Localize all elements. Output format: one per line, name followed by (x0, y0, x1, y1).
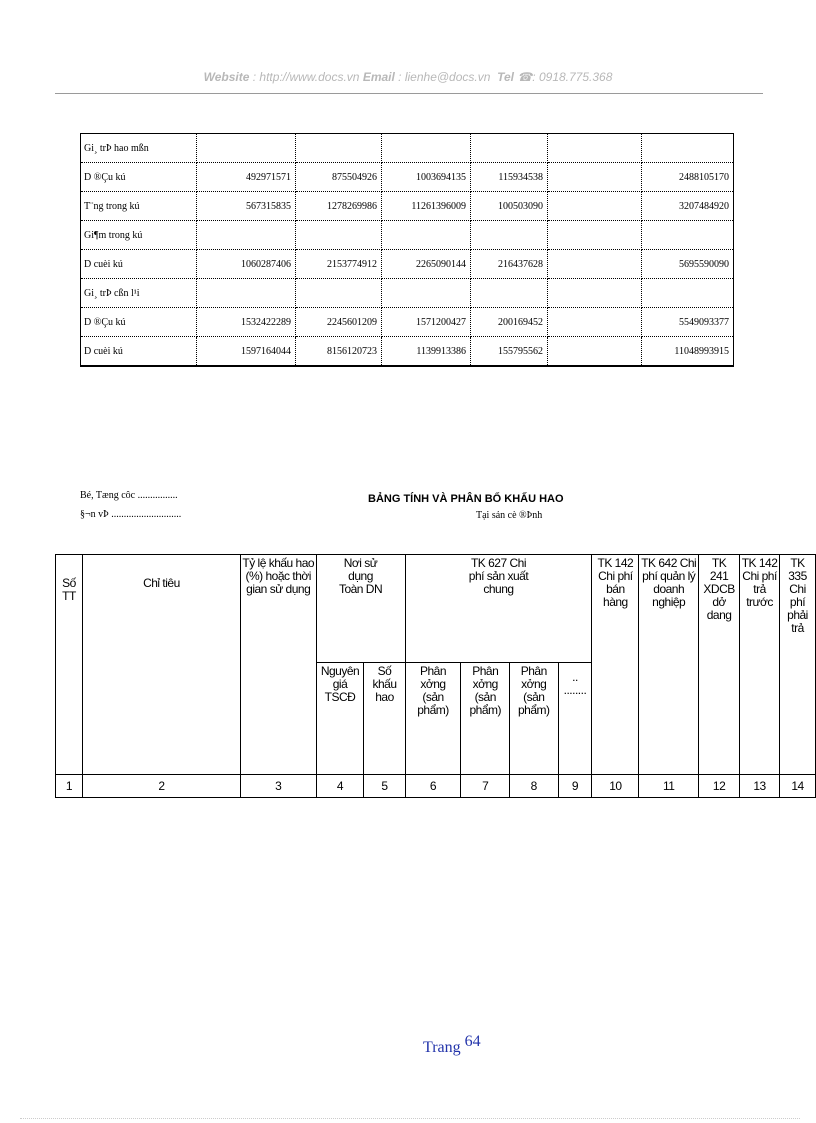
cell-value: 11048993915 (642, 337, 734, 367)
cell-value: 2153774912 (296, 250, 382, 279)
form-title: BẢNG TÍNH VÀ PHÂN BỔ KHẤU HAO (368, 493, 564, 505)
unit-line: §¬n vÞ ............................ (80, 509, 182, 520)
col-tyle: Tỷ lệ khấu hao (%) hoặc thời gian sử dụng (240, 555, 316, 775)
cell-value: 3207484920 (642, 192, 734, 221)
row-label: T¨ng trong kú (81, 192, 197, 221)
cell-value (548, 279, 642, 308)
cell-value (197, 134, 296, 163)
cell-value: 11261396009 (382, 192, 471, 221)
cell-value (548, 337, 642, 367)
page-footer (423, 1033, 481, 1057)
row-label: Gi¶m trong kú (81, 221, 197, 250)
cell-value (296, 221, 382, 250)
table-row (81, 192, 734, 221)
cell-value: 1278269986 (296, 192, 382, 221)
cell-value: 8156120723 (296, 337, 382, 367)
sub-dots: .. ........ (558, 663, 592, 775)
cell-value (382, 279, 471, 308)
cell-value: 2488105170 (642, 163, 734, 192)
cell-value (382, 221, 471, 250)
row-label: D cuèi kú (81, 337, 197, 367)
website-label: Website (203, 70, 250, 84)
cell-value: 2245601209 (296, 308, 382, 337)
cell-value (642, 279, 734, 308)
column-number: 12 (699, 775, 740, 798)
page-number: 64 (464, 1033, 481, 1050)
column-number: 2 (82, 775, 240, 798)
cell-value (197, 221, 296, 250)
cell-value: 155795562 (471, 337, 548, 367)
cell-value: 115934538 (471, 163, 548, 192)
cell-value: 100503090 (471, 192, 548, 221)
column-number: 11 (639, 775, 699, 798)
cell-value: 1003694135 (382, 163, 471, 192)
table-row (81, 308, 734, 337)
column-number: 10 (592, 775, 639, 798)
col-noisudung: Nơi sử dụng Toàn DN (316, 555, 405, 663)
row-label: D cuèi kú (81, 250, 197, 279)
email-label: Email (362, 70, 395, 84)
sub-nguyengia: Nguyên giá TSCĐ (316, 663, 364, 775)
sub-phanxuong-1: Phân xởng (sản phẩm) (405, 663, 461, 775)
cell-value: 492971571 (197, 163, 296, 192)
cell-value (296, 279, 382, 308)
column-number: 6 (405, 775, 461, 798)
tel-number: 0918.775.368 (538, 70, 613, 84)
table-row (81, 163, 734, 192)
number-row (56, 775, 816, 798)
cell-value (642, 221, 734, 250)
table-row (81, 337, 734, 367)
page-header: Website : http://www.docs.vn Email : lienhe@docs.vn Tel ☎: 0918.775.368 (203, 70, 613, 84)
cell-value: 567315835 (197, 192, 296, 221)
cell-value: 216437628 (471, 250, 548, 279)
phone-icon: ☎ (517, 70, 533, 84)
row-label: Gi¸ trÞ hao mßn (81, 134, 197, 163)
cell-value (296, 134, 382, 163)
cell-value: 1060287406 (197, 250, 296, 279)
ministry-line: Bé, Tæng côc ................ (80, 490, 178, 501)
cell-value: 1571200427 (382, 308, 471, 337)
sub-sokhauhao: Số khấu hao (364, 663, 405, 775)
col-tk335: TK 335 Chi phí phải trả (780, 555, 816, 775)
table-row (81, 134, 734, 163)
cell-value (197, 279, 296, 308)
table-row (81, 279, 734, 308)
cell-value: 875504926 (296, 163, 382, 192)
column-number: 14 (780, 775, 816, 798)
cell-value: 1597164044 (197, 337, 296, 367)
column-number: 13 (740, 775, 780, 798)
col-chitieu: Chỉ tiêu (82, 555, 240, 775)
cell-value: 5549093377 (642, 308, 734, 337)
email-address[interactable]: lienhe@docs.vn (404, 70, 491, 84)
table-row (81, 221, 734, 250)
cell-value (382, 134, 471, 163)
column-number: 8 (510, 775, 559, 798)
table-row (81, 250, 734, 279)
website-url[interactable]: http://www.docs.vn (259, 70, 360, 84)
column-number: 3 (240, 775, 316, 798)
cell-value (548, 134, 642, 163)
col-tk627: TK 627 Chi phí sản xuất chung (405, 555, 592, 663)
header-row (56, 555, 816, 663)
row-label: D ®Çu kú (81, 308, 197, 337)
tel-label: Tel (497, 70, 514, 84)
cell-value: 1139913386 (382, 337, 471, 367)
row-label: D ®Çu kú (81, 163, 197, 192)
form-subtitle: Tại sản cè ®Þnh (476, 510, 543, 521)
col-tk241: TK 241 XDCB dở dang (699, 555, 740, 775)
cell-value: 1532422289 (197, 308, 296, 337)
sub-phanxuong-2: Phân xởng (sản phẩm) (461, 663, 510, 775)
cell-value (548, 308, 642, 337)
cell-value: 200169452 (471, 308, 548, 337)
cell-value: 5695590090 (642, 250, 734, 279)
footer-divider (20, 1118, 800, 1119)
col-tk142-tratruoc: TK 142 Chi phí trả trước (740, 555, 780, 775)
header-divider (55, 93, 763, 94)
cell-value: 2265090144 (382, 250, 471, 279)
cell-value (471, 221, 548, 250)
cell-value (471, 279, 548, 308)
column-number: 7 (461, 775, 510, 798)
cell-value (642, 134, 734, 163)
cell-value (548, 163, 642, 192)
sub-phanxuong-3: Phân xởng (sản phẩm) (510, 663, 559, 775)
cell-value (548, 250, 642, 279)
column-number: 9 (558, 775, 592, 798)
column-number: 5 (364, 775, 405, 798)
col-stt: Số TT (56, 555, 83, 775)
column-number: 4 (316, 775, 364, 798)
page-label: Trang (423, 1039, 461, 1056)
cell-value (471, 134, 548, 163)
cell-value (548, 221, 642, 250)
asset-value-table (80, 133, 734, 367)
col-tk642: TK 642 Chi phí quản lý doanh nghiệp (639, 555, 699, 775)
column-number: 1 (56, 775, 83, 798)
col-tk142-banhang: TK 142 Chi phí bán hàng (592, 555, 639, 775)
depreciation-table (55, 554, 816, 798)
row-label: Gi¸ trÞ cßn l¹i (81, 279, 197, 308)
cell-value (548, 192, 642, 221)
